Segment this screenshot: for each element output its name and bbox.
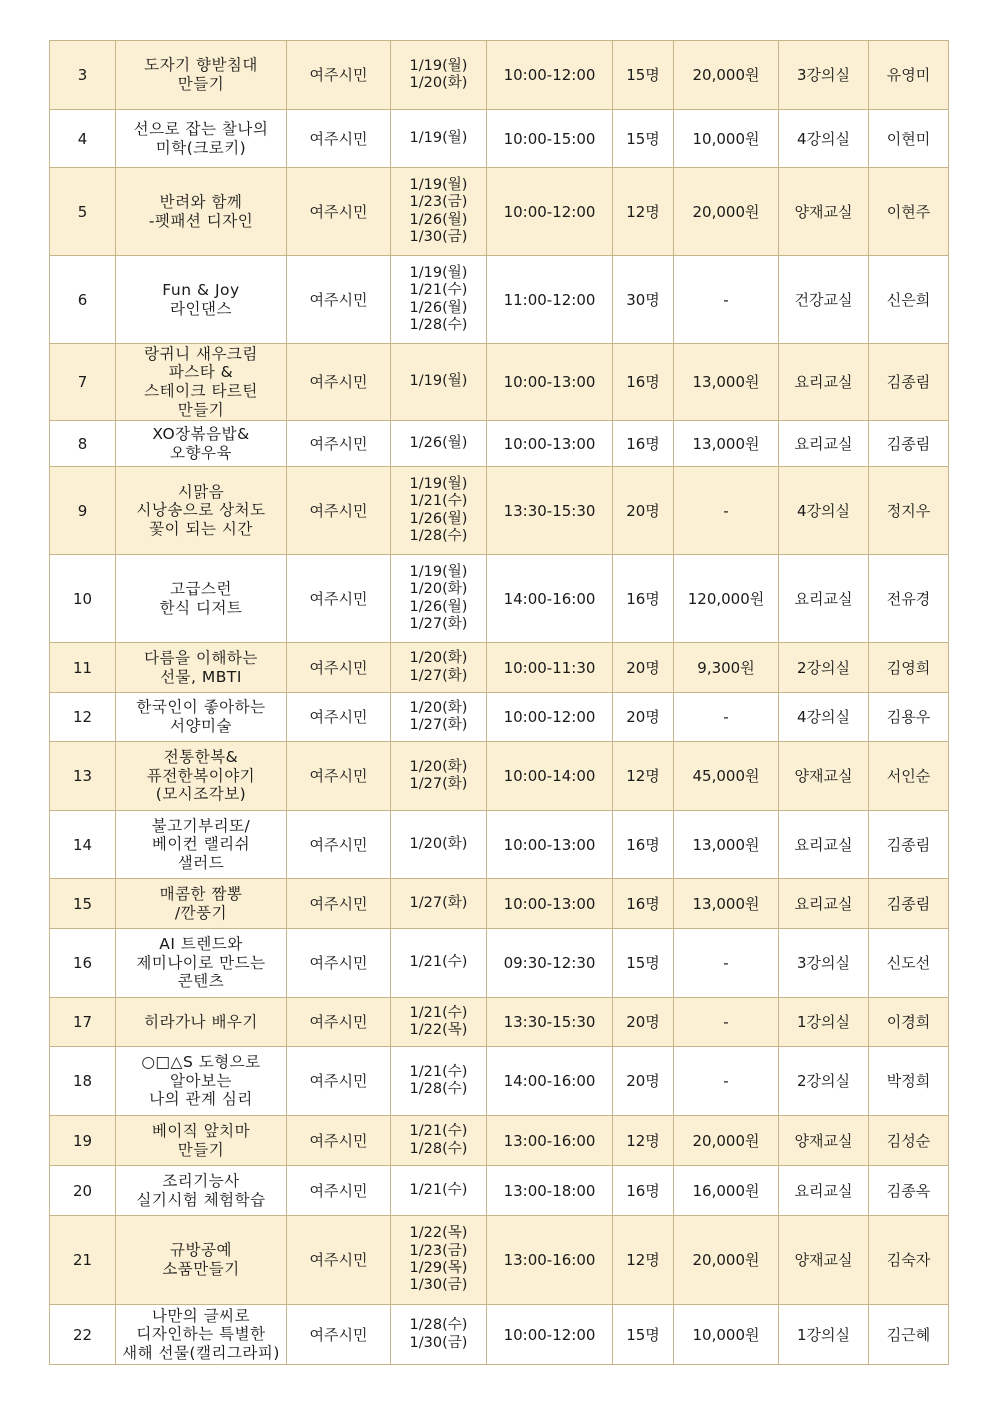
- course-dates-cell: 1/28(수) 1/30(금): [391, 1305, 487, 1365]
- target-audience-cell: 여주시민: [287, 1116, 391, 1166]
- course-dates-cell: 1/19(월) 1/20(화) 1/26(월) 1/27(화): [391, 555, 487, 643]
- table-row: [50, 693, 949, 742]
- course-dates-cell: 1/27(화): [391, 879, 487, 929]
- classroom-cell: 4강의실: [779, 693, 869, 742]
- course-title-cell: 전통한복& 퓨전한복이야기 (모시조각보): [116, 742, 287, 811]
- course-fee-cell: 9,300원: [674, 643, 779, 693]
- classroom-cell: 3강의실: [779, 929, 869, 998]
- capacity-cell: 20명: [613, 467, 674, 555]
- course-fee-cell: 16,000원: [674, 1166, 779, 1216]
- row-number-cell: 17: [50, 998, 116, 1047]
- table-row: [50, 1116, 949, 1166]
- course-title-cell: 한국인이 좋아하는 서양미술: [116, 693, 287, 742]
- course-fee-cell: 45,000원: [674, 742, 779, 811]
- capacity-cell: 15명: [613, 929, 674, 998]
- course-dates-cell: 1/21(수) 1/28(수): [391, 1116, 487, 1166]
- course-dates-cell: 1/19(월) 1/20(화): [391, 41, 487, 110]
- capacity-cell: 16명: [613, 1166, 674, 1216]
- course-time-cell: 10:00-13:00: [487, 879, 613, 929]
- target-audience-cell: 여주시민: [287, 168, 391, 256]
- course-time-cell: 14:00-16:00: [487, 555, 613, 643]
- course-fee-cell: 10,000원: [674, 110, 779, 168]
- instructor-name-cell: 유영미: [869, 41, 949, 110]
- course-time-cell: 13:30-15:30: [487, 467, 613, 555]
- target-audience-cell: 여주시민: [287, 1216, 391, 1305]
- course-title-cell: 랑귀니 새우크림 파스타 & 스테이크 타르틴 만들기: [116, 344, 287, 421]
- capacity-cell: 12명: [613, 1116, 674, 1166]
- capacity-cell: 16명: [613, 555, 674, 643]
- course-fee-cell: -: [674, 467, 779, 555]
- capacity-cell: 20명: [613, 643, 674, 693]
- instructor-name-cell: 김종옥: [869, 1166, 949, 1216]
- course-time-cell: 10:00-12:00: [487, 1305, 613, 1365]
- row-number-cell: 3: [50, 41, 116, 110]
- course-fee-cell: 10,000원: [674, 1305, 779, 1365]
- row-number-cell: 12: [50, 693, 116, 742]
- target-audience-cell: 여주시민: [287, 555, 391, 643]
- instructor-name-cell: 김숙자: [869, 1216, 949, 1305]
- capacity-cell: 16명: [613, 421, 674, 467]
- course-time-cell: 13:00-16:00: [487, 1116, 613, 1166]
- table-row: [50, 555, 949, 643]
- target-audience-cell: 여주시민: [287, 110, 391, 168]
- course-fee-cell: -: [674, 693, 779, 742]
- course-title-cell: AI 트렌드와 제미나이로 만드는 콘텐츠: [116, 929, 287, 998]
- classroom-cell: 요리교실: [779, 555, 869, 643]
- row-number-cell: 7: [50, 344, 116, 421]
- course-time-cell: 10:00-15:00: [487, 110, 613, 168]
- course-fee-cell: 13,000원: [674, 879, 779, 929]
- instructor-name-cell: 김영희: [869, 643, 949, 693]
- course-dates-cell: 1/20(화) 1/27(화): [391, 643, 487, 693]
- instructor-name-cell: 김종림: [869, 344, 949, 421]
- capacity-cell: 12명: [613, 742, 674, 811]
- capacity-cell: 12명: [613, 1216, 674, 1305]
- course-time-cell: 13:00-18:00: [487, 1166, 613, 1216]
- capacity-cell: 20명: [613, 998, 674, 1047]
- course-time-cell: 13:00-16:00: [487, 1216, 613, 1305]
- instructor-name-cell: 신도선: [869, 929, 949, 998]
- course-fee-cell: 20,000원: [674, 168, 779, 256]
- classroom-cell: 요리교실: [779, 1166, 869, 1216]
- course-time-cell: 10:00-13:00: [487, 344, 613, 421]
- target-audience-cell: 여주시민: [287, 998, 391, 1047]
- course-title-cell: 히라가나 배우기: [116, 998, 287, 1047]
- table-row: [50, 256, 949, 344]
- classroom-cell: 양재교실: [779, 1116, 869, 1166]
- course-dates-cell: 1/19(월) 1/21(수) 1/26(월) 1/28(수): [391, 256, 487, 344]
- classroom-cell: 3강의실: [779, 41, 869, 110]
- table-row: [50, 168, 949, 256]
- course-title-cell: 매콤한 짬뽕 /깐풍기: [116, 879, 287, 929]
- course-fee-cell: -: [674, 256, 779, 344]
- target-audience-cell: 여주시민: [287, 256, 391, 344]
- row-number-cell: 5: [50, 168, 116, 256]
- course-time-cell: 13:30-15:30: [487, 998, 613, 1047]
- row-number-cell: 9: [50, 467, 116, 555]
- instructor-name-cell: 이현주: [869, 168, 949, 256]
- course-title-cell: ○□△S 도형으로 알아보는 나의 관계 심리: [116, 1047, 287, 1116]
- course-title-cell: Fun & Joy 라인댄스: [116, 256, 287, 344]
- course-fee-cell: 20,000원: [674, 41, 779, 110]
- classroom-cell: 양재교실: [779, 742, 869, 811]
- course-title-cell: 규방공예 소품만들기: [116, 1216, 287, 1305]
- table-row: [50, 998, 949, 1047]
- course-title-cell: 베이직 앞치마 만들기: [116, 1116, 287, 1166]
- course-time-cell: 10:00-13:00: [487, 421, 613, 467]
- instructor-name-cell: 박정희: [869, 1047, 949, 1116]
- course-time-cell: 10:00-12:00: [487, 41, 613, 110]
- table-row: [50, 811, 949, 879]
- course-dates-cell: 1/21(수) 1/22(목): [391, 998, 487, 1047]
- classroom-cell: 양재교실: [779, 1216, 869, 1305]
- row-number-cell: 22: [50, 1305, 116, 1365]
- table-row: [50, 110, 949, 168]
- capacity-cell: 16명: [613, 879, 674, 929]
- classroom-cell: 1강의실: [779, 1305, 869, 1365]
- capacity-cell: 15명: [613, 110, 674, 168]
- capacity-cell: 20명: [613, 1047, 674, 1116]
- table-row: [50, 929, 949, 998]
- course-fee-cell: 20,000원: [674, 1216, 779, 1305]
- course-title-cell: 도자기 향받침대 만들기: [116, 41, 287, 110]
- classroom-cell: 4강의실: [779, 110, 869, 168]
- table-body: [50, 41, 949, 1365]
- row-number-cell: 20: [50, 1166, 116, 1216]
- row-number-cell: 21: [50, 1216, 116, 1305]
- classroom-cell: 요리교실: [779, 344, 869, 421]
- row-number-cell: 10: [50, 555, 116, 643]
- table-row: [50, 41, 949, 110]
- instructor-name-cell: 정지우: [869, 467, 949, 555]
- instructor-name-cell: 전유경: [869, 555, 949, 643]
- course-dates-cell: 1/21(수): [391, 929, 487, 998]
- course-title-cell: 시맑음 시낭송으로 상처도 꽃이 되는 시간: [116, 467, 287, 555]
- table-row: [50, 742, 949, 811]
- course-title-cell: 반려와 함께 -펫패션 디자인: [116, 168, 287, 256]
- course-title-cell: 선으로 잡는 찰나의 미학(크로키): [116, 110, 287, 168]
- course-dates-cell: 1/20(화): [391, 811, 487, 879]
- row-number-cell: 18: [50, 1047, 116, 1116]
- table-row: [50, 1216, 949, 1305]
- target-audience-cell: 여주시민: [287, 1305, 391, 1365]
- course-time-cell: 10:00-13:00: [487, 811, 613, 879]
- row-number-cell: 13: [50, 742, 116, 811]
- target-audience-cell: 여주시민: [287, 41, 391, 110]
- table-row: [50, 1166, 949, 1216]
- course-time-cell: 10:00-12:00: [487, 693, 613, 742]
- course-fee-cell: 13,000원: [674, 421, 779, 467]
- classroom-cell: 양재교실: [779, 168, 869, 256]
- row-number-cell: 19: [50, 1116, 116, 1166]
- instructor-name-cell: 김성순: [869, 1116, 949, 1166]
- row-number-cell: 11: [50, 643, 116, 693]
- target-audience-cell: 여주시민: [287, 467, 391, 555]
- course-dates-cell: 1/22(목) 1/23(금) 1/29(목) 1/30(금): [391, 1216, 487, 1305]
- instructor-name-cell: 김종림: [869, 879, 949, 929]
- course-dates-cell: 1/20(화) 1/27(화): [391, 693, 487, 742]
- target-audience-cell: 여주시민: [287, 811, 391, 879]
- course-title-cell: 다름을 이해하는 선물, MBTI: [116, 643, 287, 693]
- target-audience-cell: 여주시민: [287, 742, 391, 811]
- classroom-cell: 요리교실: [779, 811, 869, 879]
- classroom-cell: 1강의실: [779, 998, 869, 1047]
- course-time-cell: 09:30-12:30: [487, 929, 613, 998]
- classroom-cell: 건강교실: [779, 256, 869, 344]
- target-audience-cell: 여주시민: [287, 1047, 391, 1116]
- class-schedule-table: [49, 40, 949, 1365]
- course-title-cell: 조리기능사 실기시험 체험학습: [116, 1166, 287, 1216]
- row-number-cell: 6: [50, 256, 116, 344]
- course-time-cell: 11:00-12:00: [487, 256, 613, 344]
- table-row: [50, 467, 949, 555]
- course-dates-cell: 1/19(월): [391, 110, 487, 168]
- capacity-cell: 12명: [613, 168, 674, 256]
- course-dates-cell: 1/21(수): [391, 1166, 487, 1216]
- instructor-name-cell: 김종림: [869, 421, 949, 467]
- course-time-cell: 10:00-11:30: [487, 643, 613, 693]
- course-time-cell: 10:00-12:00: [487, 168, 613, 256]
- table-row: [50, 344, 949, 421]
- course-title-cell: 불고기부리또/ 베이컨 랠리쉬 샐러드: [116, 811, 287, 879]
- row-number-cell: 8: [50, 421, 116, 467]
- capacity-cell: 16명: [613, 344, 674, 421]
- instructor-name-cell: 김용우: [869, 693, 949, 742]
- course-dates-cell: 1/26(월): [391, 421, 487, 467]
- row-number-cell: 14: [50, 811, 116, 879]
- course-title-cell: XO장볶음밥& 오향우육: [116, 421, 287, 467]
- instructor-name-cell: 김근혜: [869, 1305, 949, 1365]
- course-time-cell: 10:00-14:00: [487, 742, 613, 811]
- classroom-cell: 요리교실: [779, 879, 869, 929]
- course-fee-cell: -: [674, 998, 779, 1047]
- target-audience-cell: 여주시민: [287, 1166, 391, 1216]
- table-row: [50, 1305, 949, 1365]
- target-audience-cell: 여주시민: [287, 643, 391, 693]
- table-row: [50, 421, 949, 467]
- instructor-name-cell: 신은희: [869, 256, 949, 344]
- target-audience-cell: 여주시민: [287, 929, 391, 998]
- course-fee-cell: -: [674, 1047, 779, 1116]
- course-fee-cell: 13,000원: [674, 344, 779, 421]
- course-title-cell: 고급스런 한식 디저트: [116, 555, 287, 643]
- row-number-cell: 15: [50, 879, 116, 929]
- classroom-cell: 요리교실: [779, 421, 869, 467]
- classroom-cell: 4강의실: [779, 467, 869, 555]
- capacity-cell: 20명: [613, 693, 674, 742]
- course-title-cell: 나만의 글씨로 디자인하는 특별한 새해 선물(캘리그라피): [116, 1305, 287, 1365]
- target-audience-cell: 여주시민: [287, 344, 391, 421]
- target-audience-cell: 여주시민: [287, 421, 391, 467]
- classroom-cell: 2강의실: [779, 643, 869, 693]
- capacity-cell: 15명: [613, 1305, 674, 1365]
- classroom-cell: 2강의실: [779, 1047, 869, 1116]
- course-time-cell: 14:00-16:00: [487, 1047, 613, 1116]
- capacity-cell: 15명: [613, 41, 674, 110]
- target-audience-cell: 여주시민: [287, 693, 391, 742]
- instructor-name-cell: 서인순: [869, 742, 949, 811]
- course-dates-cell: 1/19(월): [391, 344, 487, 421]
- table-row: [50, 879, 949, 929]
- target-audience-cell: 여주시민: [287, 879, 391, 929]
- course-dates-cell: 1/20(화) 1/27(화): [391, 742, 487, 811]
- instructor-name-cell: 이현미: [869, 110, 949, 168]
- course-fee-cell: 13,000원: [674, 811, 779, 879]
- course-dates-cell: 1/19(월) 1/21(수) 1/26(월) 1/28(수): [391, 467, 487, 555]
- course-dates-cell: 1/19(월) 1/23(금) 1/26(월) 1/30(금): [391, 168, 487, 256]
- row-number-cell: 16: [50, 929, 116, 998]
- table-row: [50, 643, 949, 693]
- table-row: [50, 1047, 949, 1116]
- course-dates-cell: 1/21(수) 1/28(수): [391, 1047, 487, 1116]
- course-fee-cell: 120,000원: [674, 555, 779, 643]
- instructor-name-cell: 이경희: [869, 998, 949, 1047]
- capacity-cell: 16명: [613, 811, 674, 879]
- row-number-cell: 4: [50, 110, 116, 168]
- capacity-cell: 30명: [613, 256, 674, 344]
- course-fee-cell: 20,000원: [674, 1116, 779, 1166]
- instructor-name-cell: 김종림: [869, 811, 949, 879]
- course-fee-cell: -: [674, 929, 779, 998]
